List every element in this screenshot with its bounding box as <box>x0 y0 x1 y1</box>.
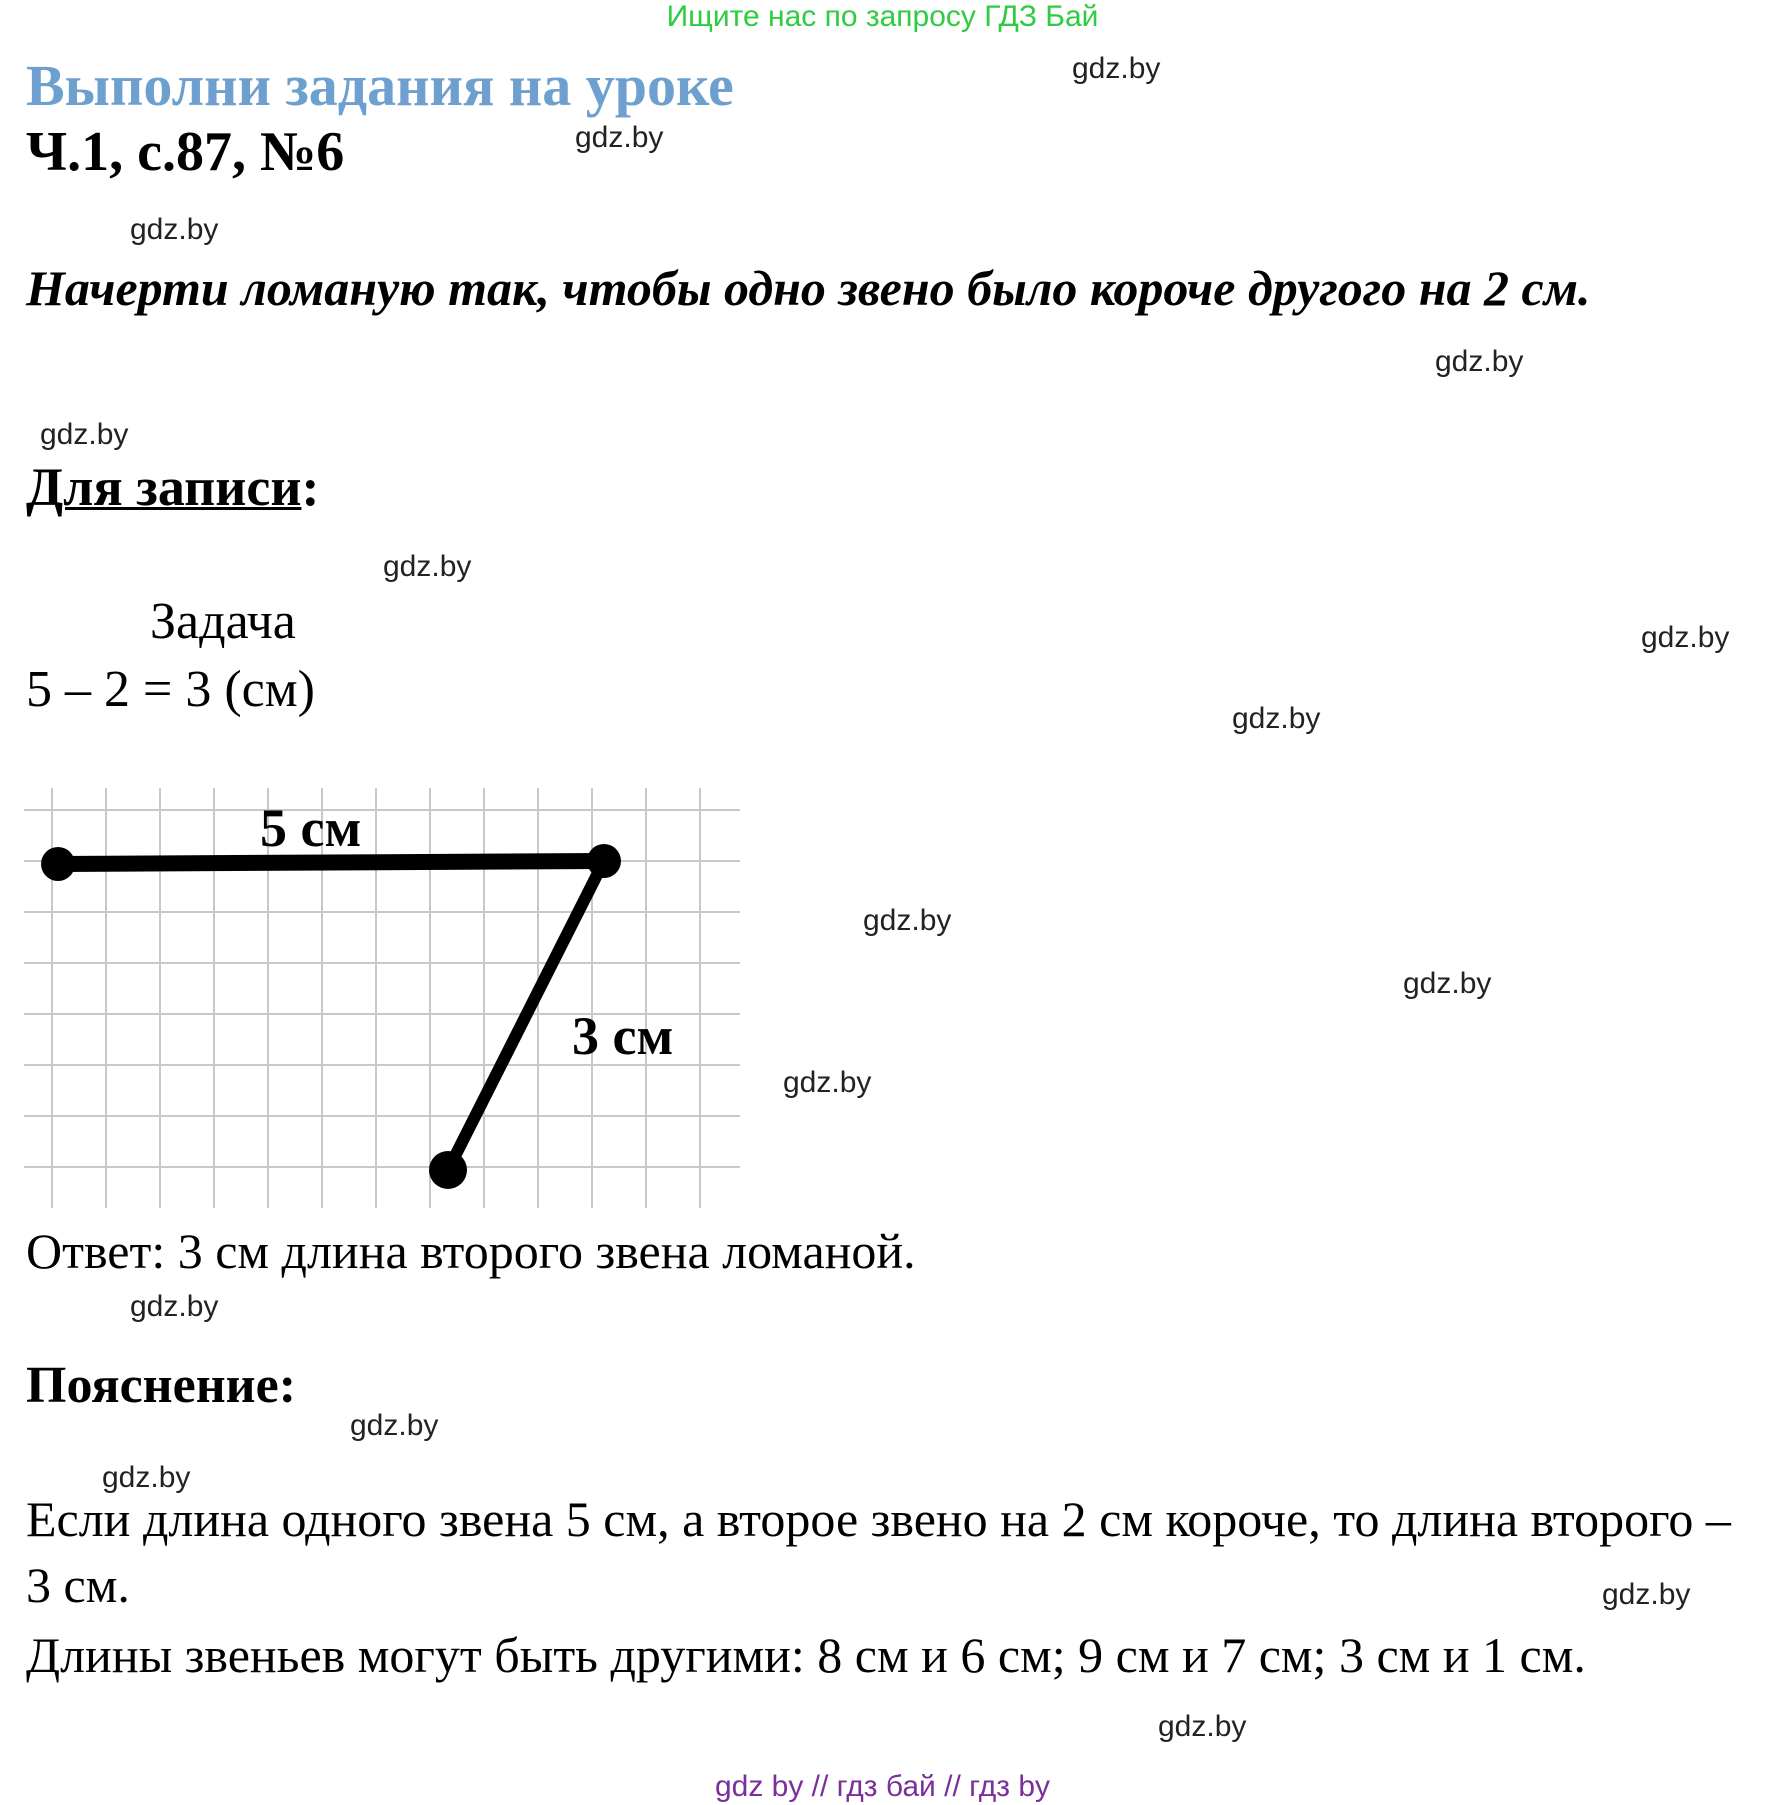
watermark: gdz.by <box>1232 702 1321 735</box>
bottom-links: gdz by // гдз бай // гдз by <box>714 1770 1051 1803</box>
answer-text: Ответ: 3 см длина второго звена ломаной. <box>26 1223 916 1279</box>
grid-paper <box>24 788 740 1208</box>
explanation-heading: Пояснение: <box>26 1357 297 1414</box>
vertex-middle <box>587 844 621 878</box>
watermark: gdz.by <box>1403 967 1492 1000</box>
segment-2-label: 3 см <box>572 1006 674 1066</box>
task-text: Начерти ломаную так, чтобы одно звено было короче другого на 2 см. <box>26 260 1591 316</box>
watermark: gdz.by <box>130 1290 219 1323</box>
top-banner: Ищите нас по запросу ГДЗ Бай <box>666 0 1099 33</box>
subheading-word: Для записи <box>26 457 302 517</box>
zadacha-label: Задача <box>150 593 296 650</box>
watermark: gdz.by <box>350 1409 439 1442</box>
equation: 5 – 2 = 3 (см) <box>26 661 315 718</box>
watermark: gdz.by <box>1072 52 1161 85</box>
watermark: gdz.by <box>1641 621 1730 654</box>
watermark: gdz.by <box>1435 345 1524 378</box>
vertex-end <box>429 1151 467 1189</box>
vertex-start <box>41 847 75 881</box>
watermark: gdz.by <box>1158 1710 1247 1743</box>
watermark: gdz.by <box>575 121 664 154</box>
watermark: gdz.by <box>130 213 219 246</box>
segment-1-label: 5 см <box>260 798 362 858</box>
broken-line-figure <box>24 788 740 1208</box>
watermark: gdz.by <box>383 550 472 583</box>
explanation-paragraph-2: Длины звеньев могут быть другими: 8 см и 6 см; 9 см и 7 см; 3 см и 1 см. <box>26 1627 1586 1683</box>
watermark: gdz.by <box>863 904 952 937</box>
watermark: gdz.by <box>102 1461 191 1494</box>
segment-1 <box>58 861 604 864</box>
watermark: gdz.by <box>1602 1578 1691 1611</box>
exercise-reference: Ч.1, с.87, №6 <box>26 121 345 183</box>
page-heading: Выполни задания на уроке <box>26 53 734 118</box>
subheading-for-notes <box>26 456 319 518</box>
watermark: gdz.by <box>40 418 129 451</box>
explanation-paragraph-1: Если длина одного звена 5 см, а второе звено на 2 см короче, то длина второго – 3 см. <box>26 1491 1731 1613</box>
subheading-colon: : <box>301 457 320 517</box>
watermark: gdz.by <box>783 1066 872 1099</box>
